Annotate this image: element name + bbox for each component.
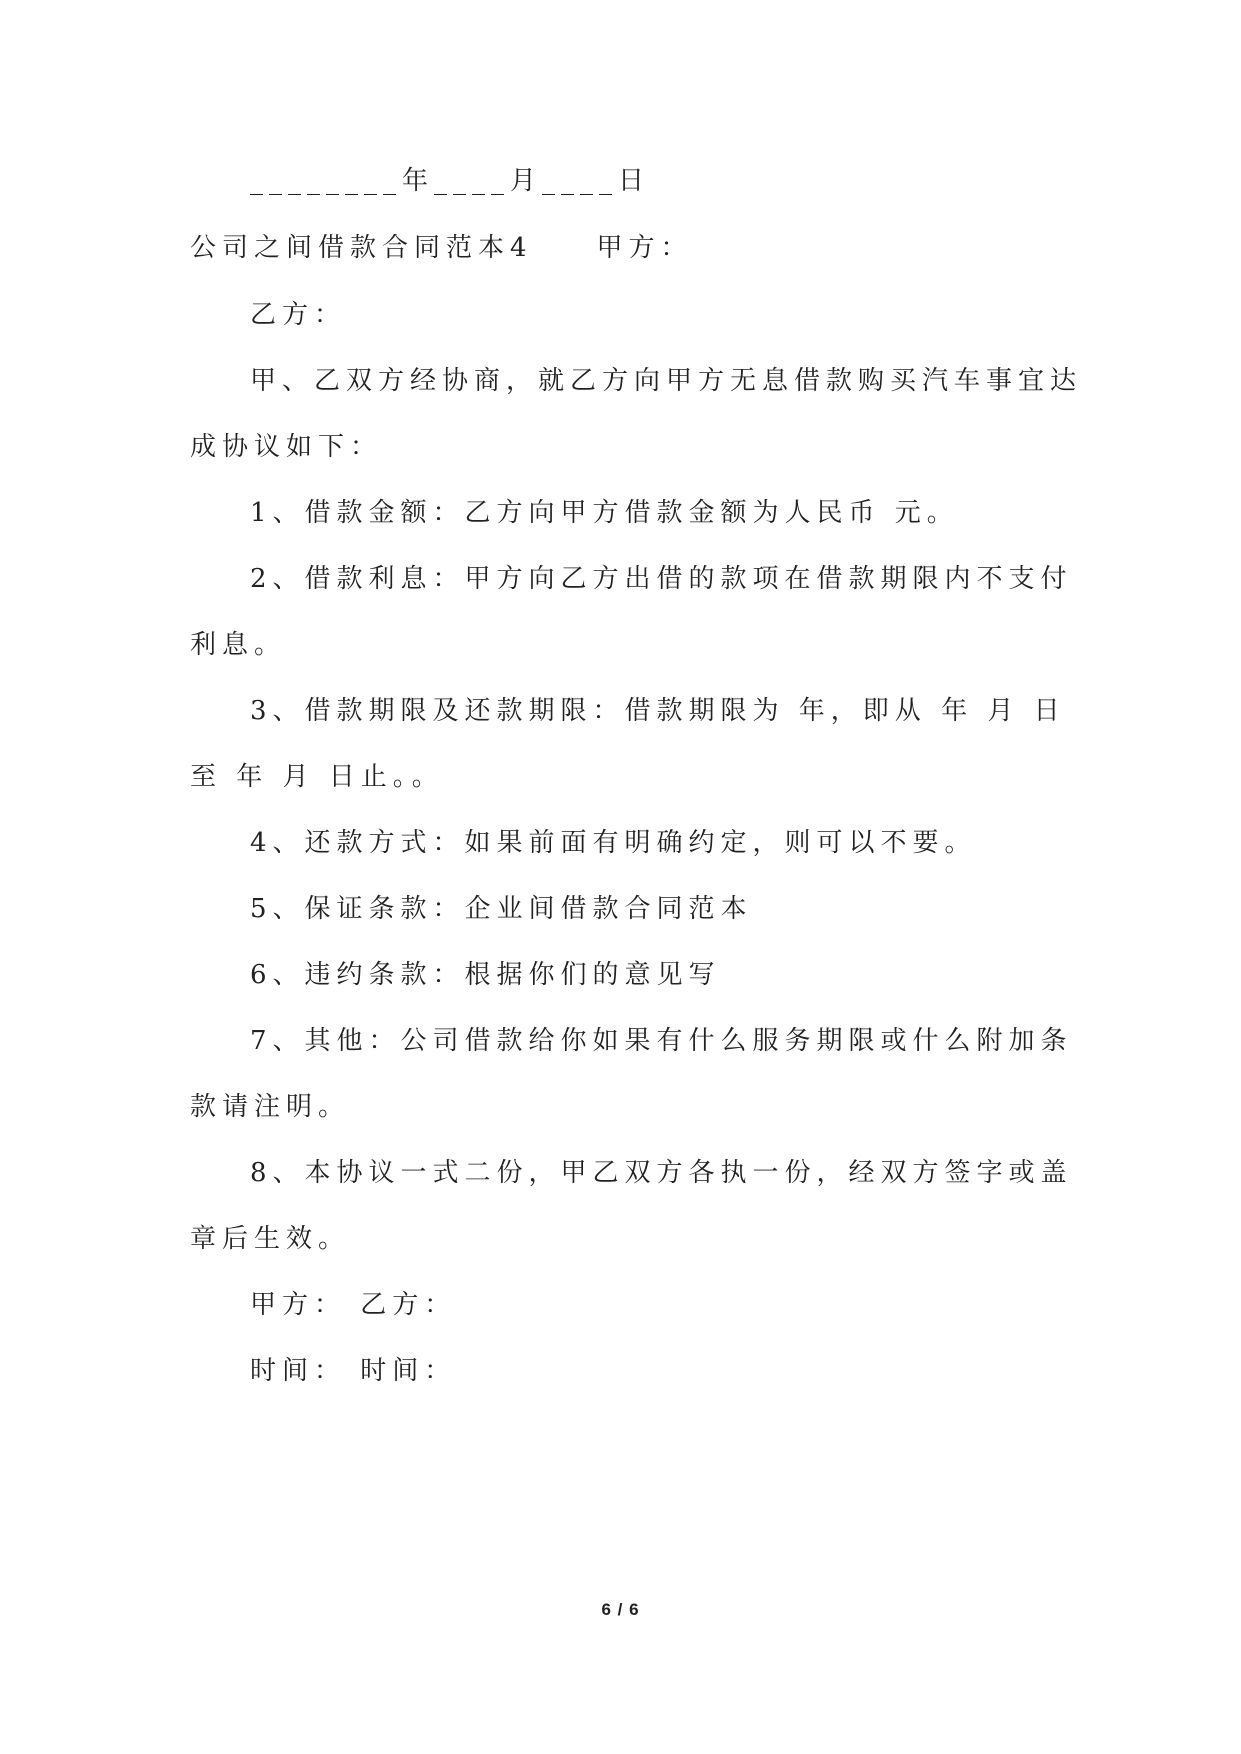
date-line: ________年____月____日	[250, 166, 651, 196]
clause-8-line-1: 8、本协议一式二份，甲乙双方各执一份，经双方签字或盖	[250, 1158, 1073, 1188]
clause-7-line-1: 7、其他：公司借款给你如果有什么服务期限或什么附加条	[250, 1026, 1073, 1056]
intro-paragraph-line-2: 成协议如下：	[190, 432, 383, 462]
page-number: 6 / 6	[601, 1600, 640, 1619]
intro-paragraph-line-1: 甲、乙双方经协商，就乙方向甲方无息借款购买汽车事宜达	[250, 366, 1083, 396]
clause-6: 6、违约条款：根据你们的意见写	[250, 960, 721, 990]
clause-2-line-1: 2、借款利息：甲方向乙方出借的款项在借款期限内不支付	[250, 564, 1073, 594]
signature-time: 时间： 时间：	[250, 1356, 457, 1386]
clause-3-line-2: 至 年 月 日止。。	[190, 762, 444, 792]
clause-7-line-2: 款请注明。	[190, 1092, 351, 1122]
clause-4: 4、还款方式：如果前面有明确约定，则可以不要。	[250, 828, 977, 858]
clause-1: 1、借款金额：乙方向甲方借款金额为人民币 元。	[250, 498, 959, 528]
clause-2-line-2: 利息。	[190, 630, 287, 660]
party-b-label: 乙方：	[250, 300, 347, 330]
clause-8-line-2: 章后生效。	[190, 1224, 351, 1254]
signature-parties: 甲方： 乙方：	[250, 1290, 457, 1320]
clause-3-line-1: 3、借款期限及还款期限：借款期限为 年，即从 年 月 日	[250, 696, 1066, 726]
clause-5: 5、保证条款：企业间借款合同范本	[250, 894, 753, 924]
document-title: 公司之间借款合同范本4 甲方：	[190, 233, 693, 263]
